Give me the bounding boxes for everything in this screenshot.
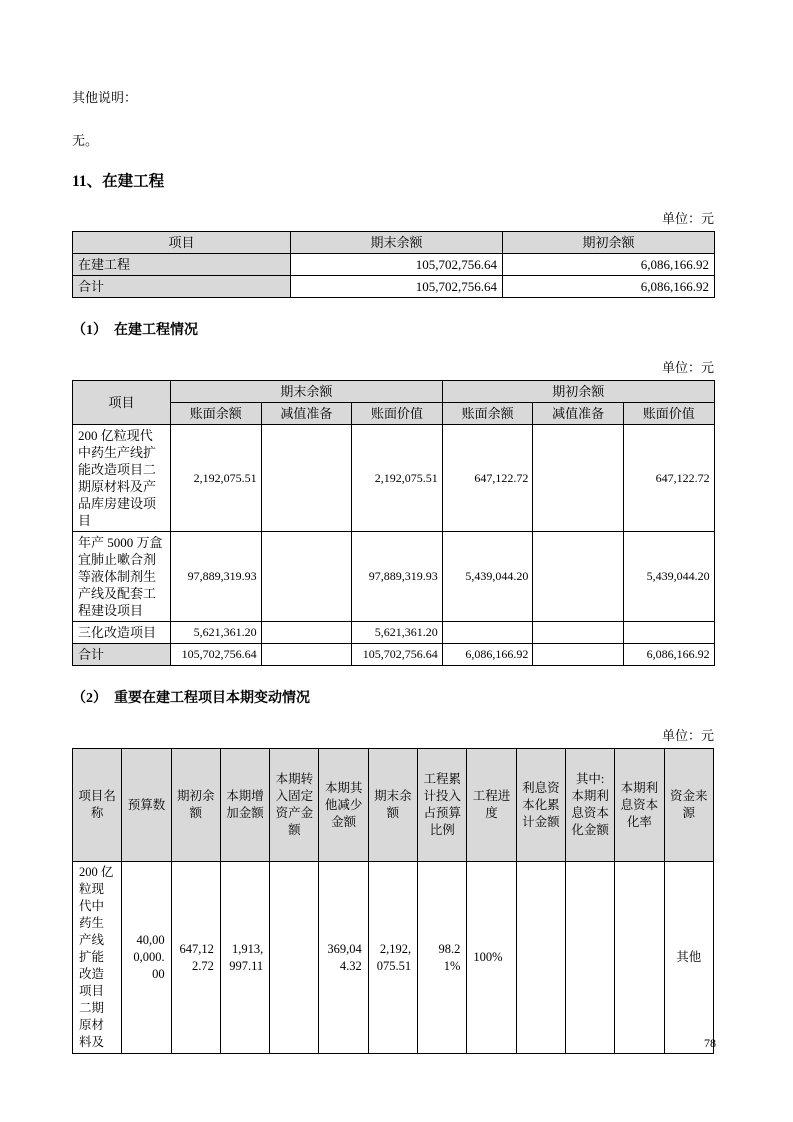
total-label-cell: 合计: [73, 644, 171, 666]
table-total-row: [73, 644, 715, 666]
unit-label: 单位：元: [661, 211, 714, 226]
closing-impairment-cell: [261, 622, 352, 644]
header-interest-cumulative: 利息资本化累计金额: [516, 749, 565, 862]
input-ratio-cell: 98.21%: [418, 862, 467, 1054]
transfer-fixed-cell: [270, 862, 319, 1054]
header-input-ratio: 工程累计投入占预算比例: [418, 749, 467, 862]
summary-table: [72, 231, 715, 298]
header-cell-project: 项目: [73, 232, 291, 254]
other-notes-value: 无。: [72, 133, 99, 148]
header-group-opening: 期初余额: [442, 381, 714, 403]
opening-net-cell: 5,439,044.20: [623, 532, 714, 622]
opening-gross-cell: 5,439,044.20: [442, 532, 533, 622]
header-cell-opening: 期初余额: [503, 232, 715, 254]
header-progress: 工程进度: [467, 749, 516, 862]
header-cell-project: 项目: [73, 381, 171, 425]
interest-current-cell: [565, 862, 614, 1054]
unit-label: 单位：元: [661, 728, 714, 743]
opening-gross-cell: 647,122.72: [442, 425, 533, 532]
closing-gross-cell: 2,192,075.51: [171, 425, 262, 532]
opening-cell: 647,122.72: [171, 862, 220, 1054]
closing-net-cell: 105,702,756.64: [352, 644, 443, 666]
opening-balance-cell: 6,086,166.92: [503, 254, 715, 276]
table-row: [73, 532, 715, 622]
opening-impairment-cell: [533, 644, 624, 666]
table-header-row: [73, 749, 714, 862]
header-interest-rate: 本期利息资本化率: [615, 749, 664, 862]
increase-cell: 1,913,997.11: [220, 862, 269, 1054]
header-interest-current: 其中:本期利息资本化金额: [565, 749, 614, 862]
other-notes-label: 其他说明：: [72, 90, 138, 105]
closing-net-cell: 5,621,361.20: [352, 622, 443, 644]
header-transfer-fixed: 本期转入固定资产金额: [270, 749, 319, 862]
header-closing: 期末余额: [368, 749, 417, 862]
header-budget: 预算数: [122, 749, 171, 862]
closing-net-cell: 2,192,075.51: [352, 425, 443, 532]
header-project-name: 项目名称: [73, 749, 122, 862]
opening-impairment-cell: [533, 425, 624, 532]
opening-net-cell: [623, 622, 714, 644]
opening-gross-cell: 6,086,166.92: [442, 644, 533, 666]
closing-impairment-cell: [261, 532, 352, 622]
header-other-decrease: 本期其他减少金额: [319, 749, 368, 862]
subheader-gross: 账面余额: [442, 403, 533, 425]
header-increase: 本期增加金额: [220, 749, 269, 862]
subheader-impairment: 减值准备: [533, 403, 624, 425]
closing-gross-cell: 97,889,319.93: [171, 532, 262, 622]
closing-impairment-cell: [261, 644, 352, 666]
opening-gross-cell: [442, 622, 533, 644]
project-name-cell: 200 亿粒现代中药生产线扩能改造项目二期原材料及: [73, 862, 122, 1054]
closing-cell: 2,192,075.51: [368, 862, 417, 1054]
section-heading-2: （2） 重要在建工程项目本期变动情况: [72, 691, 310, 706]
table-row: [73, 254, 715, 276]
opening-net-cell: 6,086,166.92: [623, 644, 714, 666]
changes-table: [72, 748, 714, 1054]
project-name-cell: 在建工程: [73, 254, 291, 276]
project-name-cell: 三化改造项目: [73, 622, 171, 644]
project-name-cell: 年产 5000 万盒宜肺止嗽合剂等液体制剂生产线及配套工程建设项目: [73, 532, 171, 622]
table-total-row: [73, 276, 715, 298]
funding-source-cell: 其他: [664, 862, 713, 1054]
section-heading-1: （1） 在建工程情况: [72, 323, 198, 338]
other-decrease-cell: 369,044.32: [319, 862, 368, 1054]
closing-balance-cell: 105,702,756.64: [291, 254, 503, 276]
header-group-closing: 期末余额: [171, 381, 443, 403]
subheader-net: 账面价值: [623, 403, 714, 425]
subheader-gross: 账面余额: [171, 403, 262, 425]
opening-net-cell: 647,122.72: [623, 425, 714, 532]
table-row: [73, 425, 715, 532]
total-label-cell: 合计: [73, 276, 291, 298]
table-header-row: [73, 381, 715, 403]
closing-impairment-cell: [261, 425, 352, 532]
page-number: 78: [704, 1036, 716, 1050]
closing-balance-cell: 105,702,756.64: [291, 276, 503, 298]
progress-cell: 100%: [467, 862, 516, 1054]
interest-cumulative-cell: [516, 862, 565, 1054]
opening-impairment-cell: [533, 622, 624, 644]
closing-gross-cell: 5,621,361.20: [171, 622, 262, 644]
section-heading-11: 11、在建工程: [72, 173, 165, 190]
budget-cell: 40,000,000.00: [122, 862, 171, 1054]
detail-table: [72, 380, 715, 666]
closing-net-cell: 97,889,319.93: [352, 532, 443, 622]
table-row: [73, 622, 715, 644]
closing-gross-cell: 105,702,756.64: [171, 644, 262, 666]
page-content: [72, 0, 714, 1054]
table-row: [73, 862, 714, 1054]
subheader-net: 账面价值: [352, 403, 443, 425]
header-opening: 期初余额: [171, 749, 220, 862]
table-header-row: [73, 232, 715, 254]
opening-balance-cell: 6,086,166.92: [503, 276, 715, 298]
header-funding-source: 资金来源: [664, 749, 713, 862]
opening-impairment-cell: [533, 532, 624, 622]
interest-rate-cell: [615, 862, 664, 1054]
header-cell-closing: 期末余额: [291, 232, 503, 254]
unit-label: 单位：元: [661, 360, 714, 375]
project-name-cell: 200 亿粒现代中药生产线扩能改造项目二期原材料及产品库房建设项目: [73, 425, 171, 532]
subheader-impairment: 减值准备: [261, 403, 352, 425]
